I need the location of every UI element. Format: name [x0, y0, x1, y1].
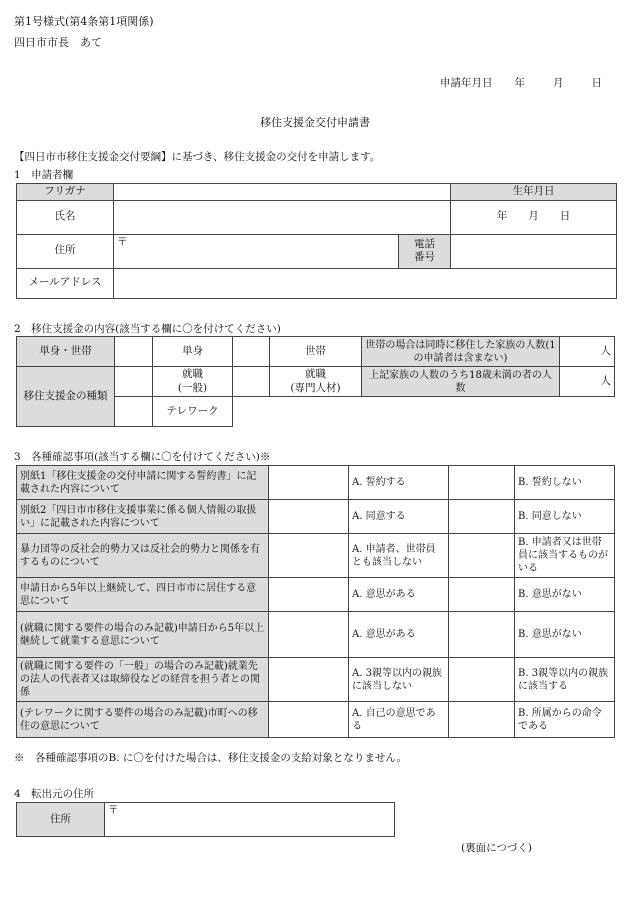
confirmation-question: (就職に関する要件の場合のみ記載)申請日から5年以上継続して就業する意思について [17, 612, 269, 658]
name-label: 氏名 [17, 200, 114, 234]
single-household-label: 単身・世帯 [17, 337, 115, 367]
option-a-check[interactable] [269, 466, 349, 500]
date-year: 年 [514, 77, 525, 89]
option-b-check[interactable] [449, 658, 515, 702]
confirmation-question: 暴力団等の反社会的勢力又は反社会的勢力と関係を有するものについて [17, 534, 269, 578]
option-b-check[interactable] [449, 466, 515, 500]
confirmation-row [17, 702, 615, 738]
prev-address-label: 住所 [17, 803, 105, 837]
confirmation-row [17, 500, 615, 534]
job-special-check[interactable] [233, 367, 270, 397]
phone-label-line2: 番号 [414, 251, 435, 264]
option-a-check[interactable] [269, 612, 349, 658]
job-special-line1: 就職 [305, 368, 326, 380]
confirmation-rows [17, 466, 615, 738]
single-check[interactable] [115, 337, 153, 367]
blank-area [233, 397, 615, 427]
job-general-line2: (一般) [177, 381, 208, 394]
under18-note: 上記家族の人数のうち18歳未満の者の人数 [362, 367, 560, 397]
telework-check[interactable] [115, 397, 153, 427]
option-a-check[interactable] [269, 500, 349, 534]
confirmation-row [17, 466, 615, 500]
name-field[interactable] [114, 200, 451, 234]
household-count[interactable]: 人 [560, 337, 615, 367]
option-a-label: A. 申請者、世帯員とも該当しない [349, 534, 449, 578]
application-date [440, 75, 602, 90]
date-day: 日 [591, 77, 602, 89]
household-label: 世帯 [270, 337, 362, 367]
confirmation-note: ※ 各種確認事項のB. に〇を付けた場合は、移住支援金の支給対象となりません。 [14, 752, 408, 764]
confirmation-row [17, 534, 615, 578]
addressee: 四日市市長 あて [14, 36, 102, 49]
birth-field[interactable]: 年 月 日 [451, 200, 617, 234]
kind-label: 移住支援金の種類 [17, 367, 115, 427]
option-a-label: A. 同意する [349, 500, 449, 534]
section3-heading: 3 各種確認事項(該当する欄に〇を付けてください)※ [14, 451, 271, 463]
option-a-label: A. 意思がある [349, 612, 449, 658]
phone-label [399, 234, 451, 268]
confirmation-question: (テレワークに関する要件の場合のみ記載)市町への移住の意思について [17, 702, 269, 738]
confirmation-question: 申請日から5年以上継続して、四日市市に居住する意思について [17, 578, 269, 612]
household-note: 世帯の場合は同時に移住した家族の人数(1の申請者は含まない) [362, 337, 560, 367]
option-a-label: A. 誓約する [349, 466, 449, 500]
subsidy-content-table [16, 336, 615, 427]
form-number: 第1号様式(第4条第1項関係) [14, 15, 154, 28]
option-b-label: B. 意思がない [515, 578, 615, 612]
postal-mark: 〒 [117, 235, 128, 248]
prev-postal-mark: 〒 [108, 804, 119, 816]
option-b-label: B. 誓約しない [515, 466, 615, 500]
confirmation-question: 別紙2「四日市市移住支援事業に係る個人情報の取扱い」に記載された内容について [17, 500, 269, 534]
phone-label-line1: 電話 [414, 237, 435, 250]
prev-address-field[interactable] [105, 803, 395, 837]
single-label: 単身 [153, 337, 233, 367]
intro-text: 【四日市市移住支援金交付要綱】に基づき、移住支援金の交付を申請します。 [14, 151, 381, 163]
furigana-field[interactable] [114, 184, 451, 201]
job-general-label [153, 367, 233, 397]
option-b-label: B. 意思がない [515, 612, 615, 658]
section2-heading: 2 移住支援金の内容(該当する欄に〇を付けてください) [14, 323, 281, 335]
option-a-label: A. 自己の意思である [349, 702, 449, 738]
option-b-check[interactable] [449, 578, 515, 612]
email-label: メールアドレス [17, 268, 114, 298]
under18-count[interactable]: 人 [560, 367, 615, 397]
option-a-check[interactable] [269, 702, 349, 738]
previous-address-table [16, 802, 395, 837]
household-check[interactable] [233, 337, 270, 367]
option-a-check[interactable] [269, 578, 349, 612]
confirmation-table [16, 465, 615, 738]
option-b-check[interactable] [449, 612, 515, 658]
email-field[interactable] [114, 268, 617, 298]
option-b-check[interactable] [449, 534, 515, 578]
job-general-line1: 就職 [182, 368, 203, 380]
option-b-label: B. 申請者又は世帯員に該当するものがいる [515, 534, 615, 578]
option-a-label: A. 意思がある [349, 578, 449, 612]
option-b-check[interactable] [449, 702, 515, 738]
confirmation-question: (就職に関する要件の「一般」の場合のみ記載)就業先の法人の代表者又は取締役などの経営を担う者との関係 [17, 658, 269, 702]
option-b-label: B. 同意しない [515, 500, 615, 534]
confirmation-row [17, 612, 615, 658]
option-a-check[interactable] [269, 534, 349, 578]
furigana-label: フリガナ [17, 184, 114, 201]
confirmation-row [17, 658, 615, 702]
job-general-check[interactable] [115, 367, 153, 397]
continued-note: (裏面につづく) [461, 842, 532, 854]
address-label: 住所 [17, 234, 114, 268]
option-a-label: A. 3親等以内の親族に該当しない [349, 658, 449, 702]
option-a-check[interactable] [269, 658, 349, 702]
option-b-label: B. 3親等以内の親族に該当する [515, 658, 615, 702]
birth-label: 生年月日 [451, 184, 617, 201]
section1-heading: 1 申請者欄 [14, 169, 74, 181]
date-month: 月 [553, 77, 564, 89]
date-label: 申請年月日 [440, 77, 493, 89]
confirmation-row [17, 578, 615, 612]
confirmation-question: 別紙1「移住支援金の交付申請に関する誓約書」に記載された内容について [17, 466, 269, 500]
telework-label: テレワーク [153, 397, 233, 427]
job-special-label [270, 367, 362, 397]
page-title: 移住支援金交付申請書 [260, 116, 370, 129]
address-field[interactable] [114, 234, 399, 268]
option-b-check[interactable] [449, 500, 515, 534]
applicant-table [16, 183, 617, 299]
job-special-line2: (専門人材) [290, 381, 341, 394]
phone-field[interactable] [451, 234, 617, 268]
option-b-label: B. 所属からの命令である [515, 702, 615, 738]
section4-heading: 4 転出元の住所 [14, 788, 95, 800]
